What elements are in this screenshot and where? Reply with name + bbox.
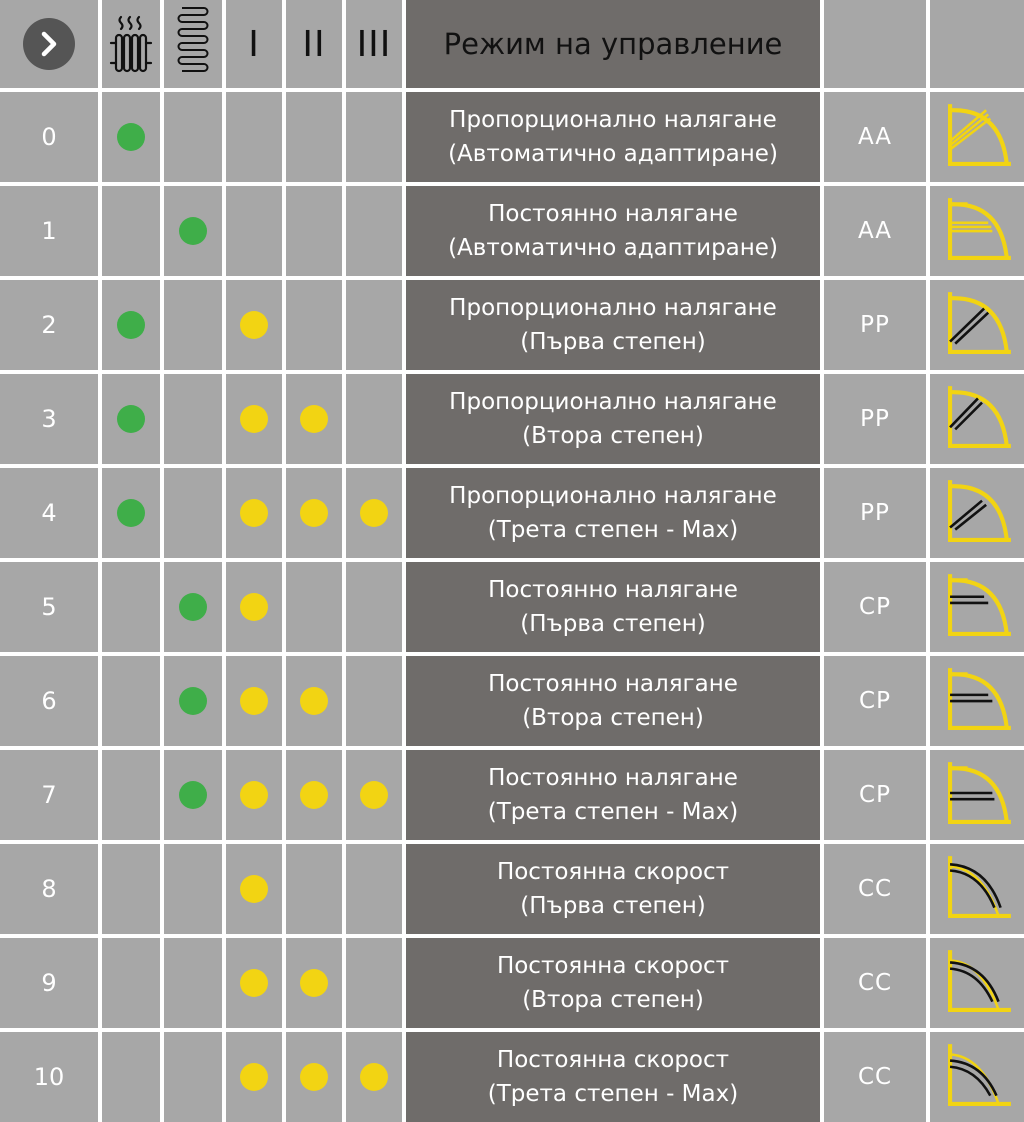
speed-2-cell [286,656,342,746]
speed-3-indicator [360,1063,388,1091]
speed-2-indicator [300,499,328,527]
mode-code-cell [824,750,926,840]
mode-cell [406,280,820,370]
mode-code: PP [860,500,890,526]
row-number-cell [0,374,98,464]
mode-cell [406,1032,820,1122]
speed-3-cell [346,468,402,558]
radiator-cell [102,750,160,840]
curve-cell [930,562,1024,652]
mode-description [488,667,738,735]
speed-1-indicator [240,593,268,621]
row-number-cell [0,92,98,182]
floor-heating-cell [164,562,222,652]
radiator-cell [102,938,160,1028]
mode-description [497,855,729,923]
mode-description [497,949,729,1017]
floor-heating-indicator [179,687,207,715]
radiator-indicator [117,499,145,527]
row-number: 7 [41,781,57,809]
speed-3-cell [346,844,402,934]
mode-line-1: Пропорционално налягане [449,107,777,133]
mode-line-2: (Първа степен) [520,893,706,919]
curve-cell [930,656,1024,746]
row-number-cell [0,750,98,840]
row-number: 4 [41,499,57,527]
radiator-cell [102,468,160,558]
curve-cell [930,186,1024,276]
speed-2-cell [286,92,342,182]
chevron-right-icon [34,29,64,59]
curve-cell [930,280,1024,370]
radiator-cell [102,656,160,746]
pump-curve-icon [946,384,1016,454]
mode-title: Режим на управление [443,27,783,61]
floor-heating-cell [164,844,222,934]
pump-curve-icon [946,760,1016,830]
speed-1-cell [226,562,282,652]
floor-heating-cell [164,186,222,276]
speed-2-cell [286,280,342,370]
floor-heating-icon [176,4,210,84]
mode-code: PP [860,312,890,338]
floor-heating-indicator [179,781,207,809]
speed-2-indicator [300,969,328,997]
row-number-cell [0,468,98,558]
mode-code-cell [824,562,926,652]
mode-description [448,103,778,171]
mode-line-2: (Първа степен) [520,329,706,355]
speed-2-cell [286,1032,342,1122]
floor-heating-cell [164,280,222,370]
header-speed-1 [226,0,282,88]
row-number: 0 [41,123,57,151]
speed-2-indicator [300,405,328,433]
header-radiator-cell [102,0,160,88]
speed-3-indicator [360,781,388,809]
pump-curve-icon [946,478,1016,548]
radiator-cell [102,844,160,934]
pump-curve-icon [946,572,1016,642]
speed-1-cell [226,844,282,934]
speed-3-cell [346,374,402,464]
curve-cell [930,844,1024,934]
row-number: 8 [41,875,57,903]
curve-cell [930,92,1024,182]
speed-1-indicator [240,875,268,903]
row-number: 6 [41,687,57,715]
floor-heating-cell [164,1032,222,1122]
speed-2-indicator [300,781,328,809]
speed-2-cell [286,938,342,1028]
mode-cell [406,938,820,1028]
mode-line-2: (Втора степен) [522,705,704,731]
speed-1-cell [226,186,282,276]
speed-1-cell [226,750,282,840]
curve-cell [930,468,1024,558]
row-number-cell [0,938,98,1028]
mode-cell [406,92,820,182]
mode-line-2: (Трета степен - Max) [487,1081,739,1107]
mode-line-2: (Първа степен) [520,611,706,637]
mode-description [449,291,777,359]
mode-cell [406,844,820,934]
speed-2-cell [286,750,342,840]
pump-curve-icon [946,1042,1016,1112]
row-number-cell [0,186,98,276]
mode-cell [406,562,820,652]
mode-line-1: Постоянно налягане [488,765,738,791]
speed-1-indicator [240,687,268,715]
mode-code: CP [859,688,891,714]
mode-line-2: (Трета степен - Max) [487,517,739,543]
mode-line-2: (Автоматично адаптиране) [448,235,778,261]
radiator-cell [102,562,160,652]
radiator-cell [102,1032,160,1122]
mode-code-cell [824,92,926,182]
radiator-icon [108,13,154,75]
radiator-cell [102,92,160,182]
speed-2-cell [286,186,342,276]
speed-3-cell [346,92,402,182]
mode-line-1: Постоянна скорост [496,1047,730,1073]
floor-heating-cell [164,656,222,746]
mode-line-1: Постоянна скорост [496,953,730,979]
mode-line-1: Пропорционално налягане [449,295,777,321]
mode-code-cell [824,844,926,934]
speed-1-cell [226,468,282,558]
speed-3-cell [346,938,402,1028]
speed-1-cell [226,938,282,1028]
header-speed-3 [346,0,402,88]
mode-code: CC [857,970,893,996]
row-number-cell [0,280,98,370]
speed-2-indicator [300,1063,328,1091]
mode-line-2: (Трета степен - Max) [487,799,739,825]
speed-3-cell [346,186,402,276]
radiator-indicator [117,123,145,151]
speed-2-cell [286,374,342,464]
speed-1-cell [226,280,282,370]
row-number-cell [0,562,98,652]
header-curve-cell [930,0,1024,88]
header-nav-cell [0,0,98,88]
mode-line-2: (Втора степен) [522,987,704,1013]
speed-2-indicator [300,687,328,715]
radiator-cell [102,374,160,464]
speed-1-indicator [240,1063,268,1091]
header-code-cell [824,0,926,88]
pump-curve-icon [946,102,1016,172]
speed-2-cell [286,562,342,652]
row-number-cell [0,1032,98,1122]
speed-1-cell [226,374,282,464]
speed-label: II [302,23,326,65]
speed-3-cell [346,750,402,840]
mode-code: CP [859,782,891,808]
mode-description [488,573,738,641]
mode-code: AA [857,124,893,150]
mode-code-cell [824,938,926,1028]
curve-cell [930,1032,1024,1122]
speed-1-indicator [240,781,268,809]
mode-line-2: (Втора степен) [522,423,704,449]
pump-curve-icon [946,854,1016,924]
mode-code-cell [824,186,926,276]
mode-line-1: Постоянно налягане [488,201,738,227]
speed-3-cell [346,656,402,746]
header-floor-cell [164,0,222,88]
mode-description [449,385,777,453]
row-number: 1 [41,217,57,245]
mode-description [488,761,738,829]
mode-line-1: Постоянна скорост [496,859,730,885]
speed-2-cell [286,468,342,558]
mode-code: CC [857,1064,893,1090]
mode-description [488,1043,738,1111]
floor-heating-cell [164,374,222,464]
mode-code-cell [824,280,926,370]
radiator-indicator [117,405,145,433]
mode-cell [406,656,820,746]
mode-code: CC [857,876,893,902]
mode-line-1: Пропорционално налягане [449,483,777,509]
floor-heating-indicator [179,593,207,621]
pump-curve-icon [946,290,1016,360]
row-number-cell [0,844,98,934]
radiator-cell [102,186,160,276]
row-number: 3 [41,405,57,433]
pump-curve-icon [946,196,1016,266]
mode-cell [406,750,820,840]
speed-1-cell [226,92,282,182]
mode-code-cell [824,374,926,464]
speed-label: III [356,23,392,65]
mode-line-1: Постоянно налягане [488,671,738,697]
speed-3-cell [346,1032,402,1122]
mode-description [448,197,778,265]
curve-cell [930,374,1024,464]
speed-1-indicator [240,311,268,339]
radiator-indicator [117,311,145,339]
speed-1-indicator [240,499,268,527]
mode-cell [406,374,820,464]
header-mode-cell [406,0,820,88]
row-number: 2 [41,311,57,339]
speed-3-cell [346,562,402,652]
speed-label: I [248,23,260,65]
mode-line-1: Пропорционално налягане [449,389,777,415]
mode-code-cell [824,468,926,558]
mode-line-1: Постоянно налягане [488,577,738,603]
mode-cell [406,186,820,276]
row-number-cell [0,656,98,746]
next-button[interactable] [23,18,75,70]
pump-curve-icon [946,948,1016,1018]
speed-2-cell [286,844,342,934]
curve-cell [930,938,1024,1028]
mode-line-2: (Автоматично адаптиране) [448,141,778,167]
speed-3-indicator [360,499,388,527]
header-speed-2 [286,0,342,88]
speed-1-cell [226,656,282,746]
curve-cell [930,750,1024,840]
row-number: 5 [41,593,57,621]
floor-heating-cell [164,468,222,558]
mode-code: PP [860,406,890,432]
speed-3-cell [346,280,402,370]
row-number: 10 [33,1063,65,1091]
mode-description [449,479,777,547]
floor-heating-indicator [179,217,207,245]
pump-curve-icon [946,666,1016,736]
speed-1-indicator [240,405,268,433]
floor-heating-cell [164,750,222,840]
mode-code-cell [824,656,926,746]
mode-cell [406,468,820,558]
floor-heating-cell [164,92,222,182]
row-number: 9 [41,969,57,997]
mode-code: CP [859,594,891,620]
speed-1-cell [226,1032,282,1122]
radiator-cell [102,280,160,370]
mode-code-cell [824,1032,926,1122]
speed-1-indicator [240,969,268,997]
mode-code: AA [857,218,893,244]
floor-heating-cell [164,938,222,1028]
